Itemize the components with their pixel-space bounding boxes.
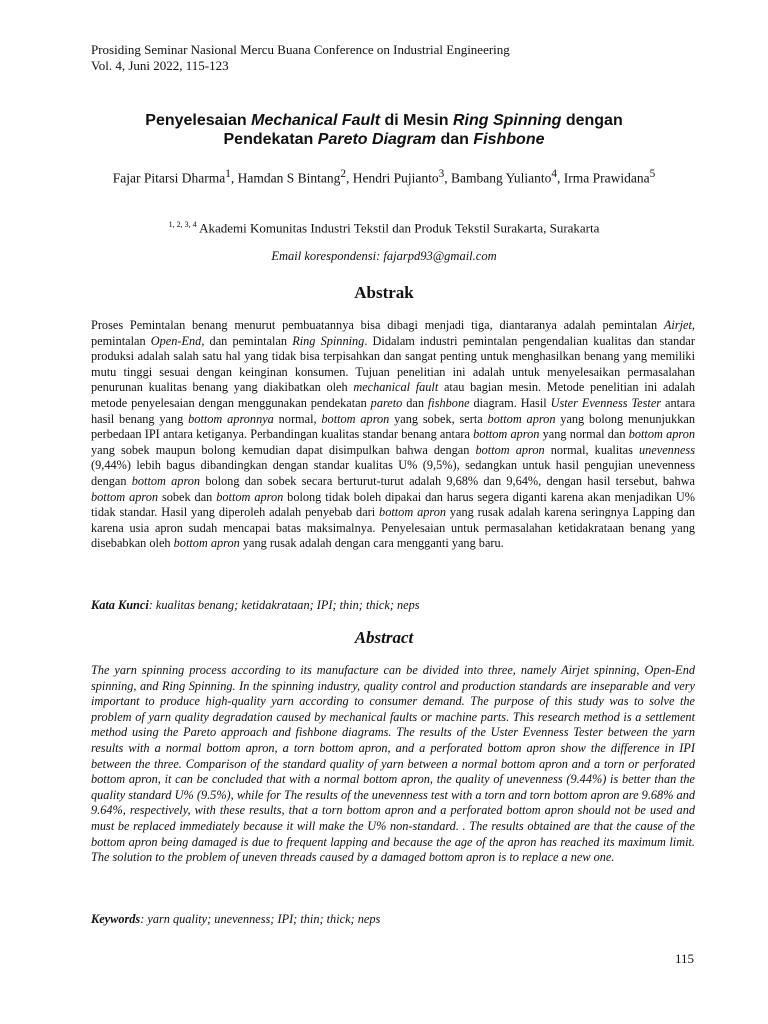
author-list: Fajar Pitarsi Dharma$^1$, Hamdan S Bintang$^2$, Hendri Pujianto$^3$, Bambang Yulianto$^4$, Irma Prawidana$^5$ — [112, 168, 656, 186]
keywords-label: Keywords — [91, 912, 141, 926]
abstrak-heading: Abstrak — [354, 283, 414, 302]
author-name: Irma Prawidana — [563, 170, 650, 186]
running-header — [91, 42, 510, 74]
author-name: Hamdan S Bintang — [237, 170, 341, 186]
keywords-values: : yarn quality; unevenness; IPI; thin; thick; neps — [140, 912, 381, 926]
kata-kunci — [91, 598, 695, 613]
author-name: Bambang Yulianto — [451, 170, 552, 186]
paper-title — [60, 111, 708, 149]
kata-kunci-values: : kualitas benang; ketidakrataan; IPI; thin; thick; neps — [148, 598, 420, 612]
header-volume: Vol. 4, Juni 2022, 115-123 — [91, 58, 229, 73]
correspondence-email: Email korespondensi: fajarpd93@gmail.com — [271, 249, 497, 263]
abstract-heading: Abstract — [354, 628, 414, 647]
kata-kunci-label: Kata Kunci — [91, 598, 149, 612]
affiliation: $^{1, 2, 3, 4}$ Akademi Komunitas Industri Tekstil dan Produk Tekstil Surakarta, Surakarta — [168, 220, 600, 236]
title-line-2: Pendekatan Pareto Diagram dan Fishbone — [223, 131, 545, 148]
keywords — [91, 912, 695, 927]
header-proceedings-name: Prosiding Seminar Nasional Mercu Buana Conference on Industrial Engineering — [91, 42, 510, 57]
author-name: Fajar Pitarsi Dharma — [112, 170, 226, 186]
page-number: 115 — [674, 951, 694, 966]
author-name: Hendri Pujianto — [352, 170, 439, 186]
abstrak-body: Proses Pemintalan benang menurut pembuatannya bisa dibagi menjadi tiga, diantaranya adalah pemintalan Airjet, pemintalan Open-End, dan pemintalan Ring Spinning. Didalam industri pemintalan pengendalian kualitas dan standar produksi adalah salah satu hal yang tidak bisa terpisahkan dan sangat penting untuk menghasilkan benang yang memiliki mutu tinggi sesuai dengan keinginan konsumen. Tujuan penelitian ini adalah untuk menyelesaikan permasalahan penurunan kualitas benang yang diakibatkan oleh mechanical fault atau bagian mesin. Metode penelitian ini adalah metode penyelesaian dengan menggunakan pendekatan pareto dan fishbone diagram. Hasil Uster Evenness Tester antara hasil benang yang bottom apronnya normal, bottom apron yang sobek, serta bottom apron yang bolong menunjukkan perbedaan IPI antara ketiganya. Perbandingan kualitas standar benang antara bottom apron yang normal dan bottom apron yang sobek maupun bolong kemudian dapat disimpulkan bahwa dengan bottom apron normal, kualitas unevenness (9,44%) lebih bagus dibandingkan dengan standar kualitas U% (9,5%), sedangkan untuk hasil pengujian unevenness dengan bottom apron bolong dan sobek secara berturut-turut adalah 9,68% dan 9,64%, dengan hasil tersebut, bahwa bottom apron sobek dan bottom apron bolong tidak boleh dipakai dan harus segera diganti karena akan menjadikan U% tidak standar. Hasil yang diperoleh adalah penyebab dari bottom apron yang rusak adalah karena seringnya Lapping dan karena usia apron sudah mencapai batas maksimalnya. Penyelesaian untuk permasalahan ketidakrataan benang yang disebabkan oleh bottom apron yang rusak adalah dengan cara mengganti yang baru. — [91, 318, 696, 551]
abstract-body: The yarn spinning process according to its manufacture can be divided into three, namely Airjet spinning, Open-End spinning, and Ring Spinning. In the spinning industry, quality control and production standards are inseparable and very important to produce high-quality yarn according to consumer demand. The purpose of this study was to solve the problem of yarn quality degradation caused by mechanical faults or machine parts. This research method is a settlement method using the Pareto approach and fishbone diagrams. The results of the Uster Evenness Tester between the yarn results with a normal bottom apron, a torn bottom apron, and a perforated bottom apron show the difference in IPI between the three. Comparison of the standard quality of yarn between a normal bottom apron and a torn or perforated bottom apron, it can be concluded that with a normal bottom apron, the quality of unevenness (9.44%) is better than the quality standard U% (9.5%), while for The results of the unevenness test with a torn and torn bottom apron are 9.68% and 9.64%, respectively, with these results, that a torn bottom apron and a perforated bottom apron should not be used and must be replaced immediately because it will make the U% non-standard. . The results obtained are that the cause of the bottom apron being damaged is due to frequent lapping and because the age of the apron has reached its maximum limit. The solution to the problem of uneven threads caused by a damaged bottom apron is to replace a new one. — [91, 663, 695, 865]
title-line-1: Penyelesaian Mechanical Fault di Mesin Ring Spinning dengan — [145, 112, 623, 129]
